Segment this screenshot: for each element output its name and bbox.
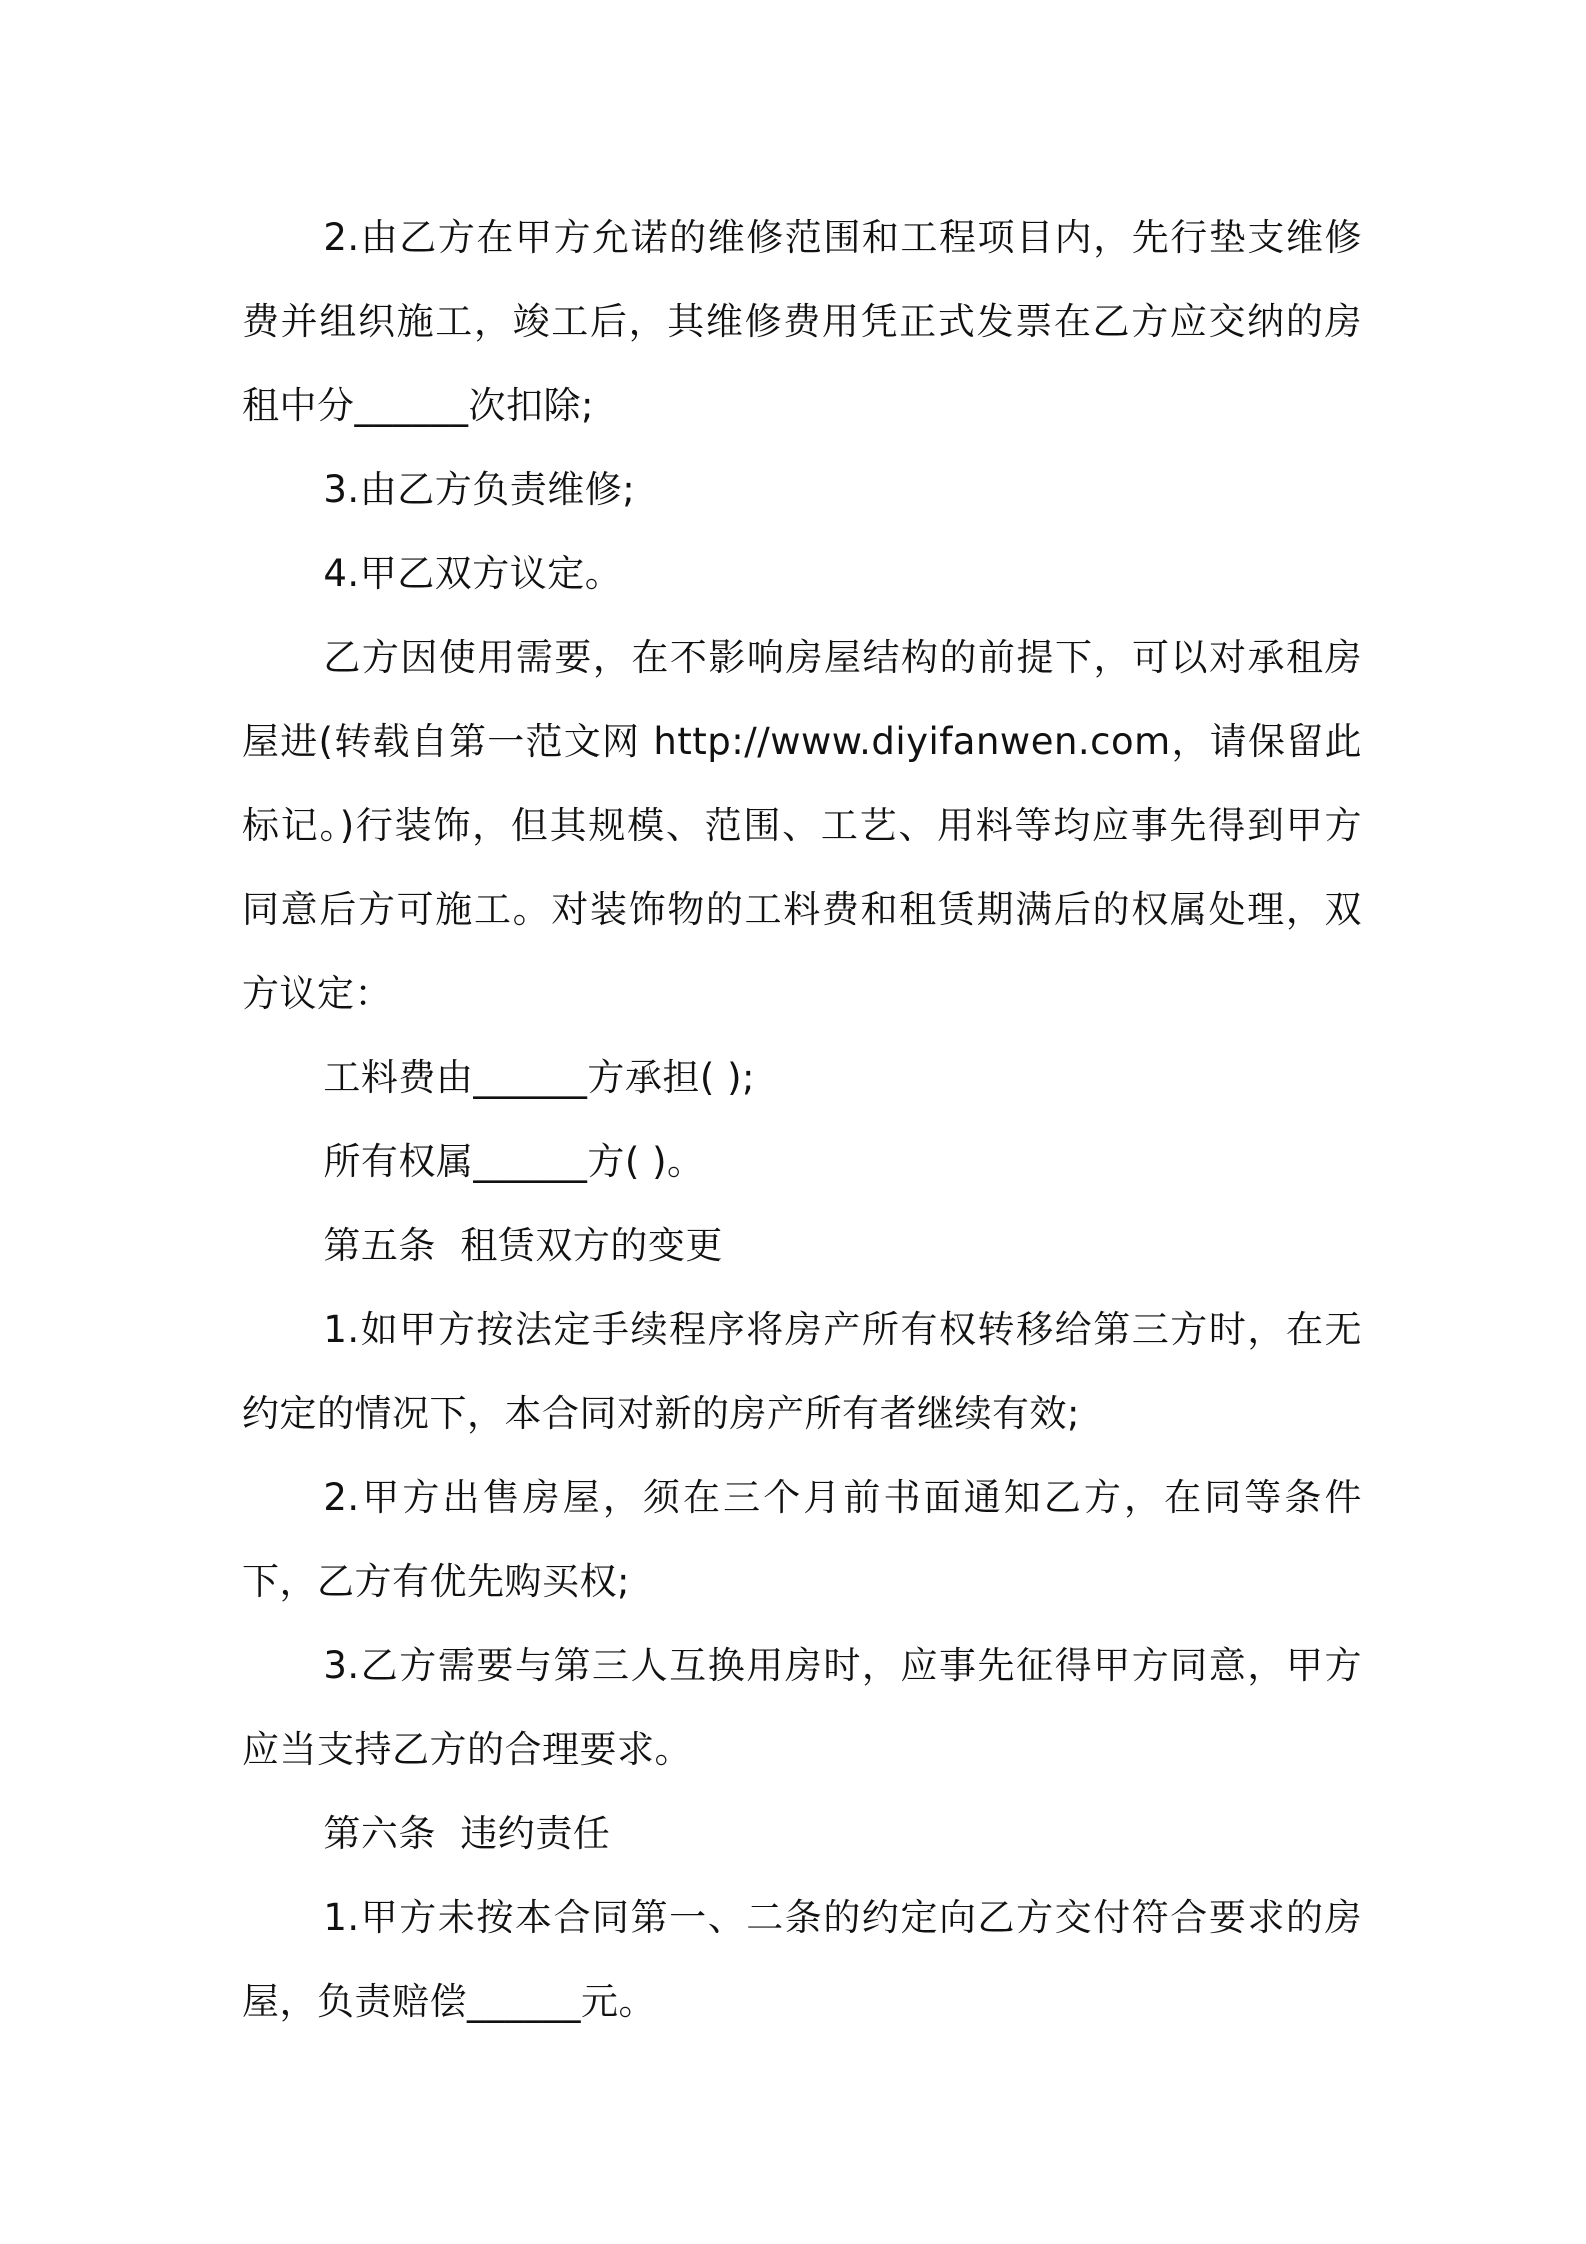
section-heading-article-5: 第五条 租赁双方的变更: [323, 1224, 723, 1267]
paragraph-breach-compensation: 1.甲方未按本合同第一、二条的约定向乙方交付符合要求的房屋，负责赔偿______元。: [242, 1896, 1362, 2023]
paragraph-exchange-housing: 3.乙方需要与第三人互换用房时，应事先征得甲方同意，甲方应当支持乙方的合理要求。: [242, 1644, 1362, 1771]
paragraph-mutual-agreement: 4.甲乙双方议定。: [323, 552, 623, 595]
paragraph-tenant-repair: 3.由乙方负责维修;: [323, 468, 636, 511]
paragraph-ownership-transfer: 1.如甲方按法定手续程序将房产所有权转移给第三方时，在无约定的情况下，本合同对新的房产所有者继续有效;: [242, 1308, 1362, 1435]
paragraph-material-cost: 工料费由______方承担( );: [323, 1056, 755, 1099]
paragraph-sale-notice: 2.甲方出售房屋，须在三个月前书面通知乙方，在同等条件下，乙方有优先购买权;: [242, 1476, 1362, 1603]
paragraph-repair-advance: 2.由乙方在甲方允诺的维修范围和工程项目内，先行垫支维修费并组织施工，竣工后，其维修费用凭正式发票在乙方应交纳的房租中分______次扣除;: [242, 216, 1362, 427]
section-heading-article-6: 第六条 违约责任: [323, 1812, 611, 1855]
document-body: [242, 196, 1362, 2044]
paragraph-ownership: 所有权属______方( )。: [323, 1140, 705, 1183]
paragraph-decoration: 乙方因使用需要，在不影响房屋结构的前提下，可以对承租房屋进(转载自第一范文网 http://www.diyifanwen.com，请保留此标记。)行装饰，但其规模、范围、工艺、用料等均应事先得到甲方同意后方可施工。对装饰物的工料费和租赁期满后的权属处理，双方议定：: [242, 636, 1362, 1015]
